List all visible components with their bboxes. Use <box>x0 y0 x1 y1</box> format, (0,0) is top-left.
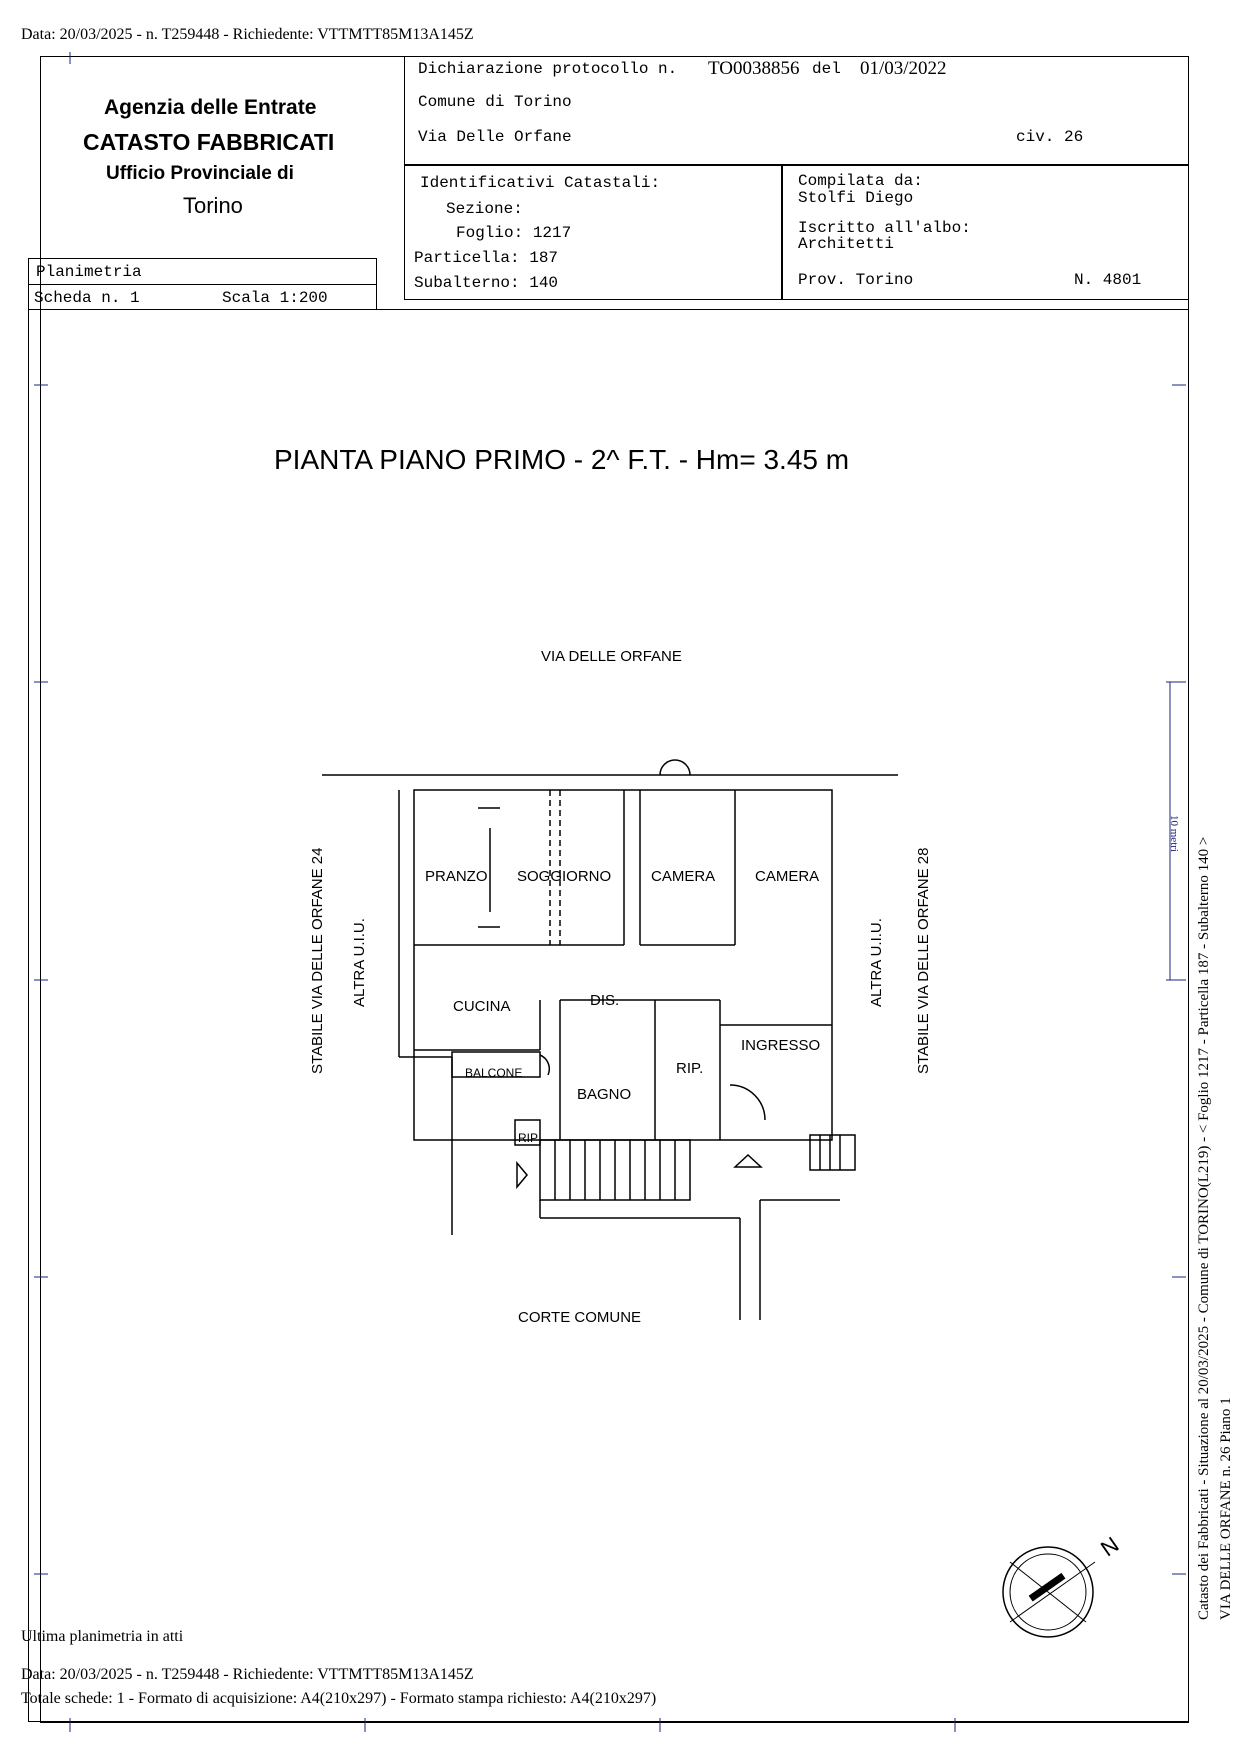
agency-name: Agenzia delle Entrate <box>104 96 317 119</box>
prov: Prov. Torino <box>798 271 914 289</box>
sezione: Sezione: <box>446 200 523 218</box>
subalterno: Subalterno: 140 <box>414 274 559 292</box>
via: Via Delle Orfane <box>418 128 572 146</box>
scala: Scala 1:200 <box>222 289 328 307</box>
agency-catasto: CATASTO FABBRICATI <box>83 129 335 155</box>
side-text-1: Catasto dei Fabbricati - Situazione al 20/03/2025 - Comune di TORINO(L219) - < Foglio 1217 - Particella 187 - Subalterno 140 > <box>1196 836 1212 1620</box>
footer-data: Data: 20/03/2025 - n. T259448 - Richiedente: VTTMTT85M13A145Z <box>21 1666 474 1683</box>
room-balcone: BALCONE <box>465 1066 523 1080</box>
agency-city: Torino <box>183 193 243 218</box>
iscrizione-number: N. 4801 <box>1074 271 1142 289</box>
top-request-line: Data: 20/03/2025 - n. T259448 - Richiedente: VTTMTT85M13A145Z <box>21 26 474 43</box>
street-top-label: VIA DELLE ORFANE <box>541 648 682 665</box>
footer-totale: Totale schede: 1 - Formato di acquisizione: A4(210x297) - Formato stampa richiesto: A4(210x297) <box>21 1690 657 1707</box>
left-altra-label: ALTRA U.I.U. <box>351 918 368 1007</box>
agency-office: Ufficio Provinciale di <box>106 163 294 184</box>
scheda: Scheda n. 1 <box>34 289 140 307</box>
room-camera-1: CAMERA <box>651 868 716 885</box>
room-bagno: BAGNO <box>577 1086 632 1103</box>
declaration-label: Dichiarazione protocollo n. <box>418 60 678 78</box>
room-rip-small: RIP <box>518 1131 539 1145</box>
north-label: N <box>1095 1531 1124 1562</box>
declaration-date: 01/03/2022 <box>860 58 947 79</box>
courtyard-label: CORTE COMUNE <box>518 1309 642 1326</box>
scale-note: 10 metri <box>1168 815 1180 852</box>
declaration-del: del <box>812 60 841 78</box>
footer-last: Ultima planimetria in atti <box>21 1628 184 1645</box>
room-soggiorno: SOGGIORNO <box>517 868 612 885</box>
room-camera-2: CAMERA <box>755 868 820 885</box>
room-pranzo: PRANZO <box>425 868 488 885</box>
room-dis: DIS. <box>590 992 620 1009</box>
side-text-2: VIA DELLE ORFANE n. 26 Piano 1 <box>1218 1397 1234 1620</box>
declaration-number: TO0038856 <box>708 58 800 79</box>
compiler-label: Compilata da: <box>798 172 923 190</box>
particella: Particella: 187 <box>414 249 559 267</box>
foglio: Foglio: 1217 <box>456 224 572 242</box>
right-stabile-label: STABILE VIA DELLE ORFANE 28 <box>915 847 932 1074</box>
compiler-name: Stolfi Diego <box>798 189 914 207</box>
civico: civ. 26 <box>1016 128 1084 146</box>
comune: Comune di Torino <box>418 93 572 111</box>
albo: Architetti <box>798 235 895 253</box>
room-rip: RIP. <box>676 1060 704 1077</box>
sheet-type: Planimetria <box>36 263 142 281</box>
room-cucina: CUCINA <box>453 998 511 1015</box>
left-stabile-label: STABILE VIA DELLE ORFANE 24 <box>309 847 326 1074</box>
right-altra-label: ALTRA U.I.U. <box>868 918 885 1007</box>
room-ingresso: INGRESSO <box>741 1037 821 1054</box>
identifiers-title: Identificativi Catastali: <box>420 174 661 192</box>
plan-title: PIANTA PIANO PRIMO - 2^ F.T. - Hm= 3.45 m <box>274 444 850 475</box>
albo-label: Iscritto all'albo: <box>798 219 971 237</box>
